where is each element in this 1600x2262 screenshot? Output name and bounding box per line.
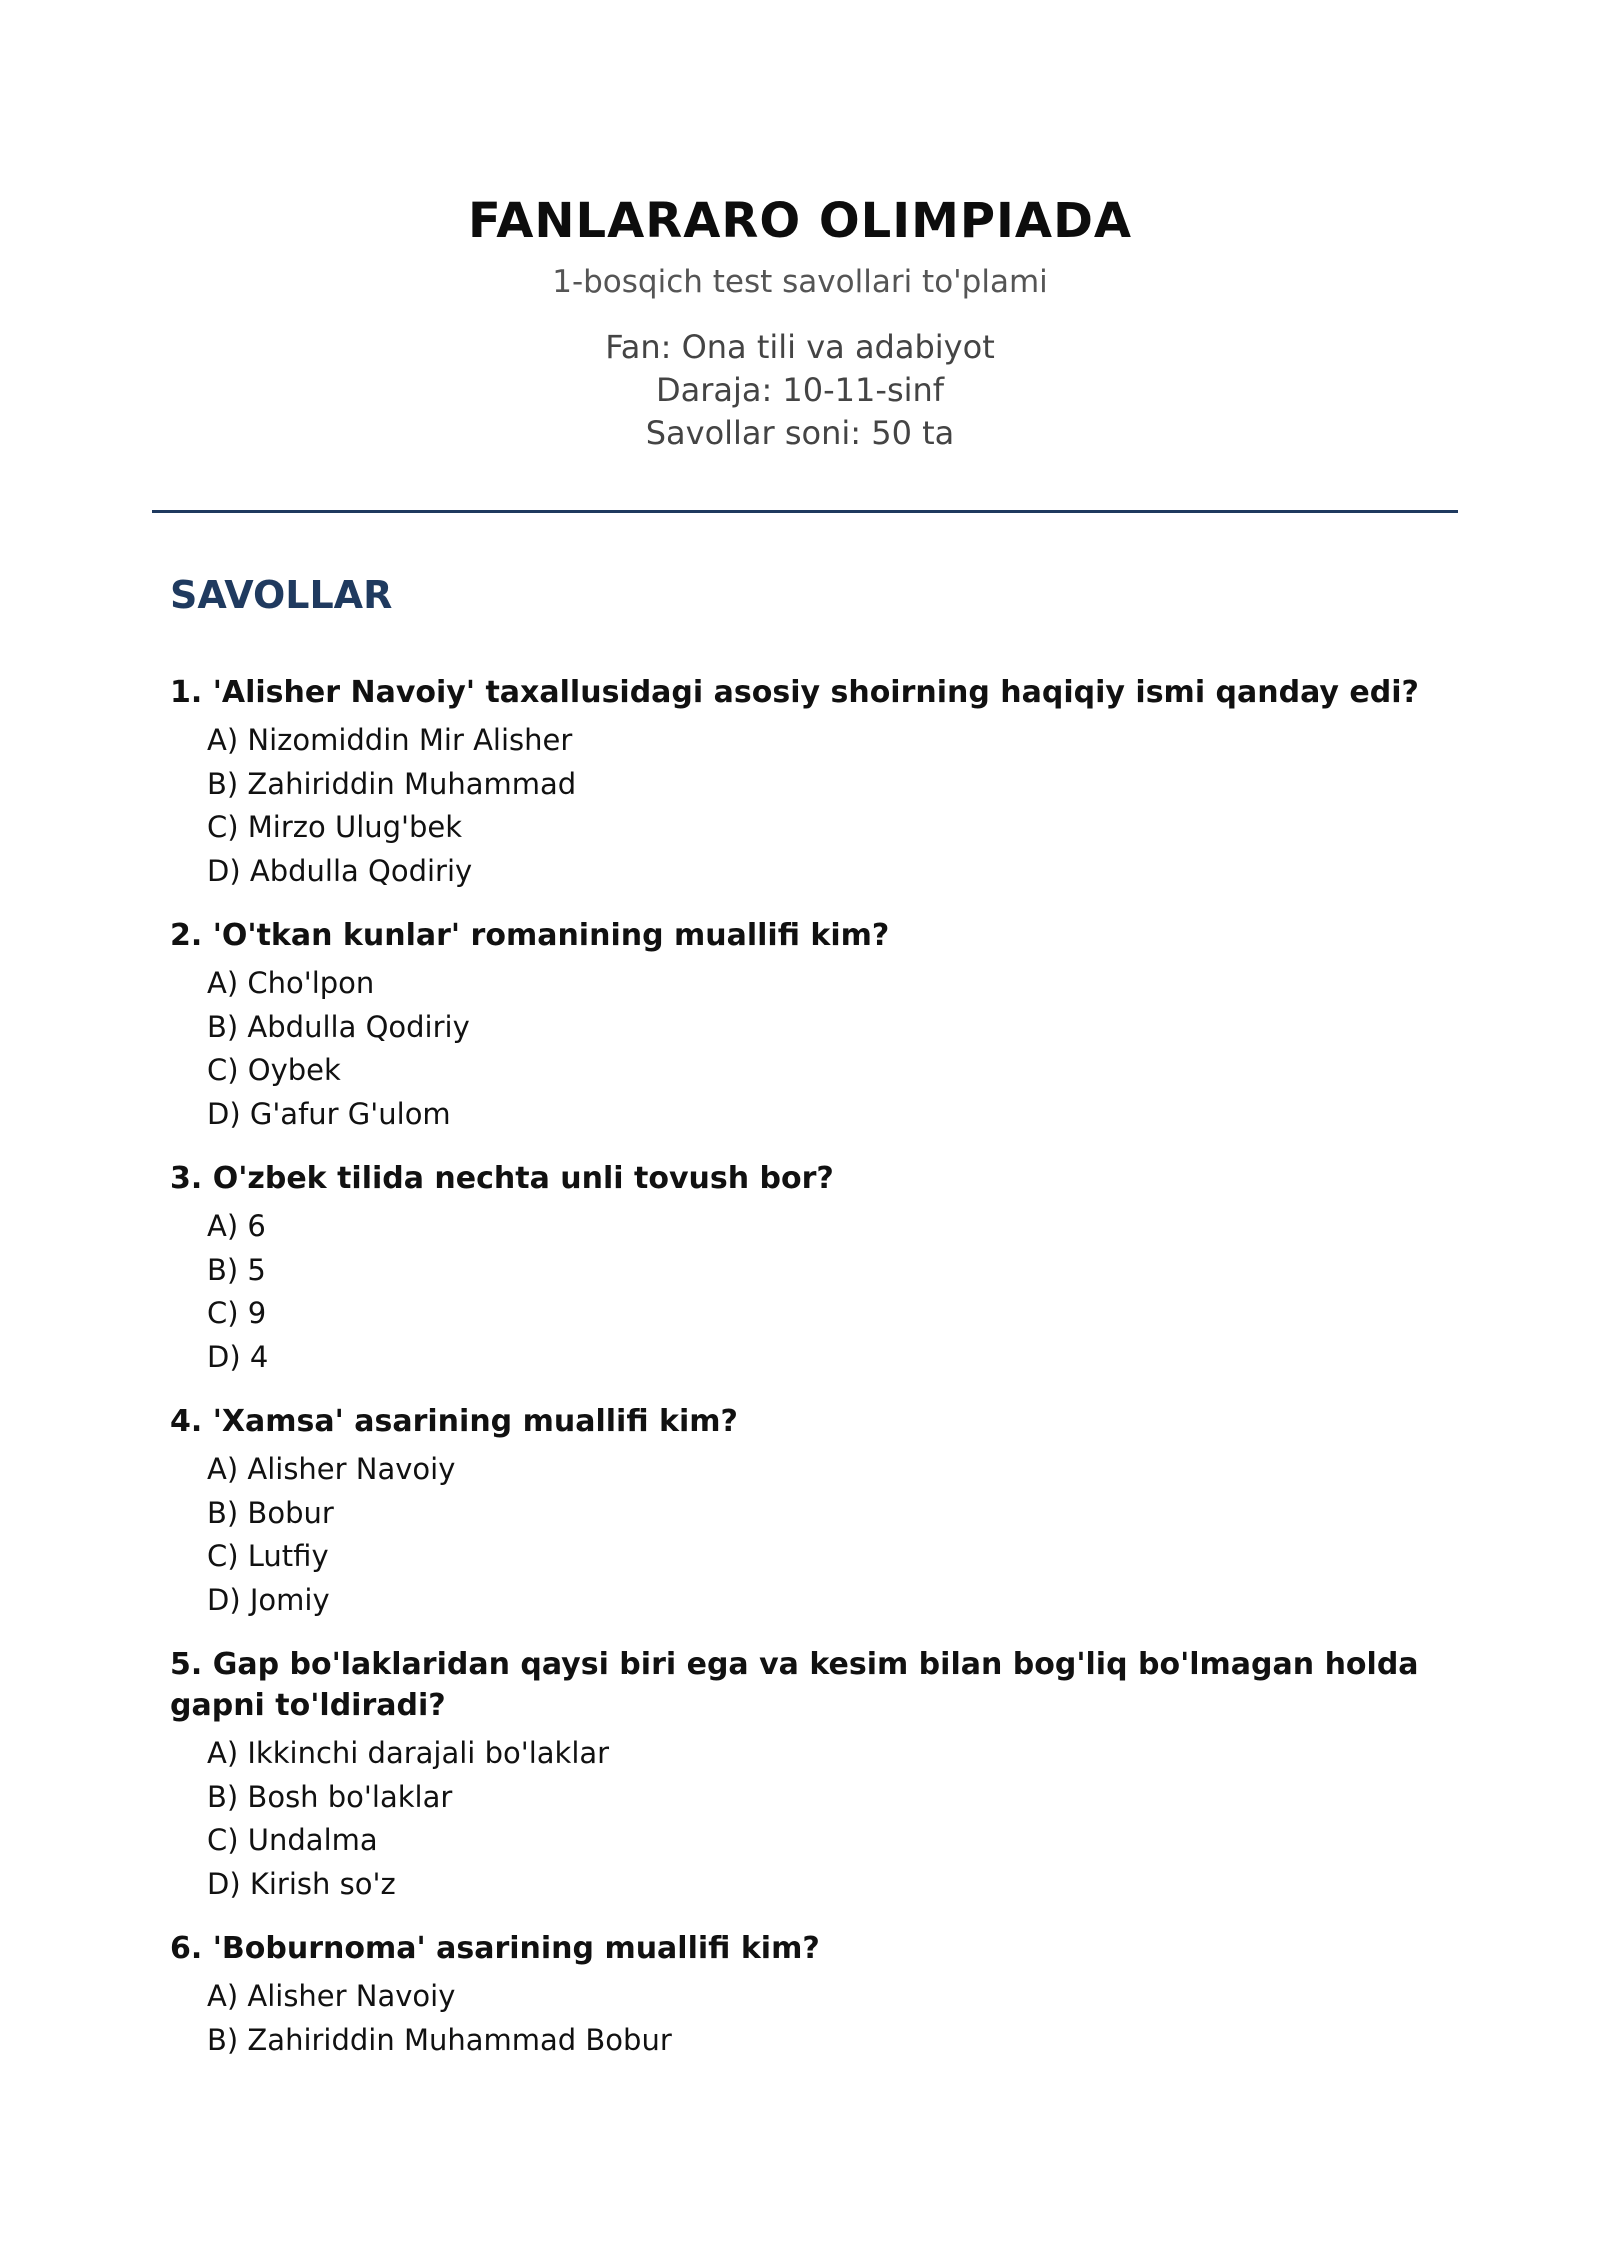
question-1 (170, 672, 1470, 893)
document-title: FANLARARO OLIMPIADA (467, 193, 1133, 249)
option-a: A) Ikkinchi darajali bo'laklar (207, 1736, 610, 1770)
question-count-line: Savollar soni: 50 ta (645, 414, 955, 452)
option-b: B) Zahiriddin Muhammad Bobur (207, 2022, 672, 2057)
option-c: C) Mirzo Ulug'bek (207, 810, 463, 844)
option-c: C) 9 (207, 1296, 267, 1330)
option-b: B) 5 (207, 1252, 266, 1287)
question-2 (170, 915, 1470, 1136)
option-d: D) Abdulla Qodiriy (207, 853, 473, 888)
option-b: B) Bobur (207, 1495, 334, 1530)
option-a: A) Alisher Navoiy (207, 1452, 456, 1486)
question-5 (170, 1644, 1470, 1906)
option-list (170, 1732, 1470, 1906)
option-a: A) Nizomiddin Mir Alisher (207, 723, 573, 757)
question-text: 3. O'zbek tilida nechta unli tovush bor? (170, 1161, 834, 1196)
option-d: D) 4 (207, 1339, 269, 1374)
question-3 (170, 1158, 1470, 1379)
option-c: C) Oybek (207, 1053, 341, 1087)
question-text: 4. 'Xamsa' asarining muallifi kim? (170, 1404, 738, 1439)
option-d: D) Kirish so'z (207, 1866, 396, 1901)
question-text: 5. Gap bo'laklaridan qaysi biri ega va kesim bilan bog'liq bo'lmagan holda gapni to'ldiradi? (170, 1647, 1419, 1723)
option-b: B) Abdulla Qodiriy (207, 1009, 470, 1044)
question-4 (170, 1401, 1470, 1622)
header-divider (152, 510, 1458, 513)
option-a: A) Alisher Navoiy (207, 1979, 456, 2013)
document-meta (0, 326, 1600, 455)
option-list (170, 1448, 1470, 1622)
option-list (170, 962, 1470, 1136)
question-6 (170, 1928, 1470, 2062)
option-d: D) G'afur G'ulom (207, 1096, 451, 1131)
subject-line: Fan: Ona tili va adabiyot (605, 328, 995, 366)
question-text: 6. 'Boburnoma' asarining muallifi kim? (170, 1931, 820, 1966)
level-line: Daraja: 10-11-sinf (655, 371, 945, 409)
option-b: B) Zahiriddin Muhammad (207, 766, 577, 801)
option-c: C) Undalma (207, 1823, 378, 1857)
option-d: D) Jomiy (207, 1582, 330, 1617)
document-header (0, 190, 1600, 455)
question-list (170, 672, 1470, 2084)
option-c: C) Lutfiy (207, 1539, 329, 1573)
section-title: SAVOLLAR (170, 573, 393, 617)
option-list (170, 1975, 1470, 2062)
option-list (170, 1205, 1470, 1379)
document-subtitle: 1-bosqich test savollari to'plami (552, 264, 1048, 300)
option-a: A) 6 (207, 1209, 266, 1243)
question-text: 1. 'Alisher Navoiy' taxallusidagi asosiy shoirning haqiqiy ismi qanday edi? (170, 675, 1419, 710)
option-b: B) Bosh bo'laklar (207, 1779, 453, 1814)
option-list (170, 719, 1470, 893)
question-text: 2. 'O'tkan kunlar' romanining muallifi kim? (170, 918, 890, 953)
option-a: A) Cho'lpon (207, 966, 375, 1000)
